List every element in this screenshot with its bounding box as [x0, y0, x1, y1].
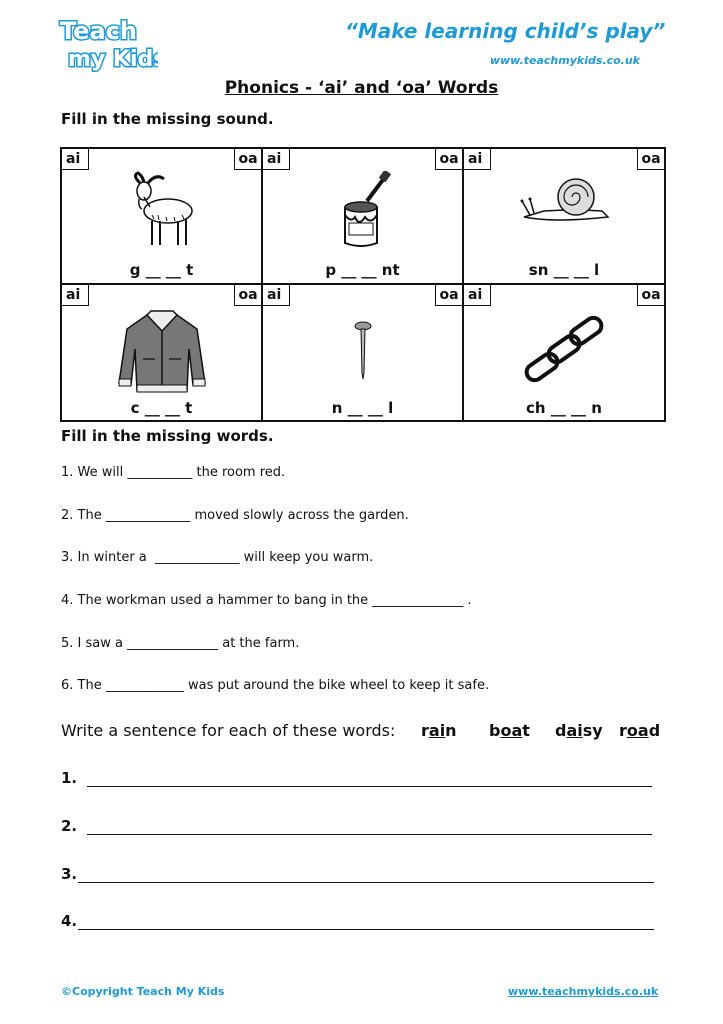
word-chain: ch __ __ n	[526, 399, 602, 417]
nail-picture	[353, 321, 373, 385]
target-word-daisy: daisy	[555, 721, 603, 740]
logo-line-2: my Kids	[68, 47, 158, 72]
grid-cell-paint	[263, 149, 464, 285]
grid-cell-goat	[62, 149, 263, 285]
goat-picture	[122, 171, 202, 255]
grid-cell-coat	[62, 285, 263, 421]
header-url[interactable]: www.teachmykids.co.uk	[489, 54, 640, 67]
write-prompt: Write a sentence for each of these words:	[61, 721, 396, 740]
paint-picture	[323, 171, 403, 255]
sentence-5: 5. I saw a ______________ at the farm.	[61, 636, 300, 651]
target-word-road: road	[619, 721, 661, 740]
logo-line-1: Teach	[60, 17, 137, 45]
option-ai[interactable]: ai	[62, 149, 89, 170]
option-ai[interactable]: ai	[263, 285, 290, 306]
chain-picture	[519, 315, 609, 389]
option-oa[interactable]: oa	[637, 149, 664, 170]
option-oa[interactable]: oa	[637, 285, 664, 306]
tagline: “Make learning child’s play”	[345, 19, 666, 43]
line-number-3: 3.	[61, 865, 78, 883]
writing-line-1[interactable]	[87, 786, 652, 787]
phonics-grid	[60, 147, 666, 422]
section-heading-words: Fill in the missing words.	[61, 427, 274, 445]
writing-line-4[interactable]	[78, 929, 654, 930]
grid-cell-nail	[263, 285, 464, 421]
option-oa[interactable]: oa	[435, 149, 462, 170]
line-number-2: 2.	[61, 817, 78, 835]
word-nail: n __ __ l	[331, 399, 394, 417]
word-snail: sn __ __ l	[528, 261, 600, 279]
section-heading-sound: Fill in the missing sound.	[61, 110, 274, 128]
snail-picture	[514, 171, 614, 235]
writing-line-2[interactable]	[87, 834, 652, 835]
teach-my-kids-logo	[58, 14, 158, 74]
sentence-4: 4. The workman used a hammer to bang in the ______________ .	[61, 593, 472, 608]
word-coat: c __ __ t	[130, 399, 193, 417]
line-number-1: 1.	[61, 769, 78, 787]
option-ai[interactable]: ai	[62, 285, 89, 306]
footer-url[interactable]: www.teachmykids.co.uk	[508, 985, 659, 998]
line-number-4: 4.	[61, 912, 78, 930]
option-oa[interactable]: oa	[234, 285, 261, 306]
page-title: Phonics - ‘ai’ and ‘oa’ Words	[224, 78, 499, 98]
sentence-3: 3. In winter a _____________ will keep you warm.	[61, 550, 374, 565]
sentence-2: 2. The _____________ moved slowly across the garden.	[61, 508, 409, 523]
option-ai[interactable]: ai	[263, 149, 290, 170]
option-ai[interactable]: ai	[464, 149, 491, 170]
sentence-6: 6. The ____________ was put around the bike wheel to keep it safe.	[61, 678, 490, 693]
target-word-rain: rain	[421, 721, 457, 740]
grid-cell-chain	[464, 285, 664, 421]
option-oa[interactable]: oa	[234, 149, 261, 170]
option-ai[interactable]: ai	[464, 285, 491, 306]
sentence-1: 1. We will __________ the room red.	[61, 465, 286, 480]
option-oa[interactable]: oa	[435, 285, 462, 306]
writing-line-3[interactable]	[78, 882, 654, 883]
grid-cell-snail	[464, 149, 664, 285]
coat-picture	[117, 309, 207, 399]
target-word-boat: boat	[489, 721, 530, 740]
word-goat: g __ __ t	[129, 261, 194, 279]
word-paint: p __ __ nt	[325, 261, 400, 279]
footer-copyright: ©Copyright Teach My Kids	[61, 985, 225, 998]
